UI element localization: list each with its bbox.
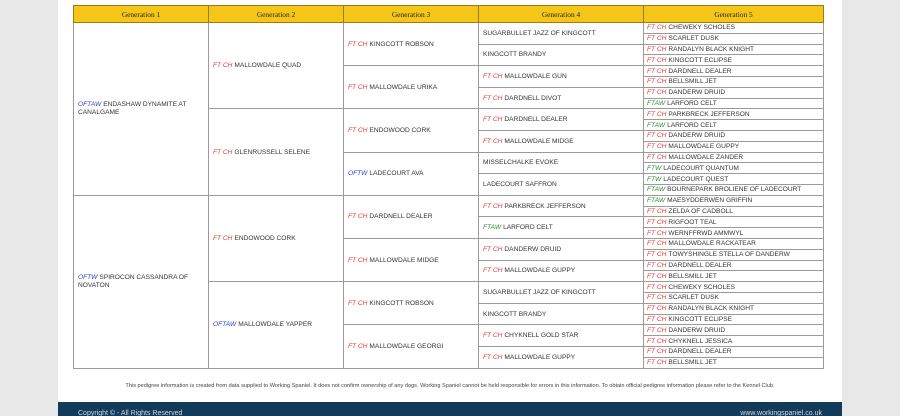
title-badge: FT CH (647, 326, 667, 334)
dog-cell-gen4[interactable] (479, 346, 644, 368)
dog-name: CHYKNELL GOLD STAR (504, 332, 579, 340)
dog-name: PARKBRECK JEFFERSON (668, 110, 750, 118)
title-badge: FT CH (647, 240, 667, 248)
title-badge: OFTW (348, 170, 368, 178)
dog-cell-gen5[interactable] (644, 76, 824, 87)
dog-cell-gen4[interactable] (479, 109, 644, 131)
dog-name: MALLOWDALE MIDGE (504, 137, 574, 145)
dog-cell-gen3[interactable] (344, 66, 479, 109)
title-badge: FT CH (647, 67, 667, 75)
dog-cell-gen5[interactable] (644, 195, 824, 206)
dog-cell-gen1[interactable] (74, 195, 209, 368)
title-badge: FT CH (483, 94, 503, 102)
title-badge: FT CH (647, 315, 667, 323)
title-badge: FT CH (348, 213, 368, 221)
dog-name: MALLOWDALE ZANDER (668, 153, 744, 161)
dog-name: LADECOURT QUANTUM (663, 164, 739, 172)
dog-cell-gen5[interactable] (644, 238, 824, 249)
dog-name: WERNFFRWD AMMWYL (668, 229, 744, 237)
title-badge: FT CH (647, 110, 667, 118)
pedigree-body (74, 23, 824, 369)
title-badge: FT CH (213, 148, 233, 156)
dog-name: MALLOWDALE GUPPY (668, 143, 740, 151)
dog-name: CHEWEKY SCHOLES (668, 24, 735, 32)
title-badge: FT CH (348, 299, 368, 307)
dog-name: KINGCOTT ROBSON (369, 40, 434, 48)
dog-name: DARDNELL DEALER (668, 67, 732, 75)
dog-name: DARDNELL DEALER (369, 213, 433, 221)
dog-cell-gen4[interactable] (479, 152, 644, 174)
title-badge: FT CH (483, 72, 503, 80)
dog-cell-gen4[interactable] (479, 260, 644, 282)
dog-name: SUGARBULLET JAZZ OF KINGCOTT (483, 29, 596, 37)
dog-name: BOURNEPARK BROLIENE OF LADECOURT (667, 186, 802, 194)
dog-name: CHEWEKY SCHOLES (668, 283, 735, 291)
dog-cell-gen5[interactable] (644, 55, 824, 66)
dog-cell-gen4[interactable] (479, 195, 644, 217)
dog-cell-gen5[interactable] (644, 357, 824, 368)
dog-cell-gen5[interactable] (644, 346, 824, 357)
title-badge: FT CH (647, 56, 667, 64)
dog-cell-gen5[interactable] (644, 271, 824, 282)
dog-name: DARDNELL DEALER (504, 116, 568, 124)
title-badge: FT CH (213, 234, 233, 242)
dog-name: MALLOWDALE GEORGI (369, 342, 444, 350)
copyright-text: Copyright © - All Rights Reserved (78, 410, 183, 416)
dog-cell-gen2[interactable] (209, 23, 344, 109)
title-badge: FT CH (647, 207, 667, 215)
dog-cell-gen5[interactable] (644, 260, 824, 271)
title-badge: FT CH (647, 35, 667, 43)
dog-name: GLENRUSSELL SELENE (234, 148, 311, 156)
title-badge: FT CH (348, 40, 368, 48)
dog-name: KINGCOTT ECLIPSE (668, 56, 733, 64)
dog-name: LARFORD CELT (667, 99, 717, 107)
dog-name: KINGCOTT BRANDY (483, 51, 547, 59)
title-badge: FT CH (647, 143, 667, 151)
pedigree-row (74, 23, 824, 34)
title-badge: OFTAW (78, 100, 102, 108)
title-badge: FT CH (647, 218, 667, 226)
dog-name: BELLSMILL JET (668, 359, 717, 367)
dog-name: TOWYSHINGLE STELLA OF DANDERW (668, 251, 790, 259)
dog-cell-gen5[interactable] (644, 303, 824, 314)
pedigree-card (58, 0, 842, 402)
title-badge: FT CH (647, 348, 667, 356)
dog-name: ENDOWOOD CORK (369, 126, 431, 134)
dog-name: CHYKNELL JESSICA (668, 337, 733, 345)
title-badge: FT CH (647, 78, 667, 86)
dog-cell-gen5[interactable] (644, 184, 824, 195)
dog-name: RANDALYN BLACK KNIGHT (668, 45, 755, 53)
dog-name: DARDNELL DEALER (668, 348, 732, 356)
dog-cell-gen3[interactable] (344, 109, 479, 152)
dog-name: MISSELCHALKE EVOKE (483, 159, 559, 167)
title-badge: FT CH (348, 256, 368, 264)
dog-name: KINGCOTT ECLIPSE (668, 315, 733, 323)
dog-name: MALLOWDALE QUAD (234, 62, 302, 70)
dog-name: DARDNELL DEALER (668, 261, 732, 269)
title-badge: OFTAW (213, 321, 237, 329)
dog-cell-gen5[interactable] (644, 152, 824, 163)
dog-cell-gen5[interactable] (644, 336, 824, 347)
dog-name: ZELDA OF CADBOLL (668, 207, 733, 215)
dog-name: SCARLET DUSK (668, 35, 719, 43)
title-badge: FT CH (647, 305, 667, 313)
dog-cell-gen4[interactable] (479, 66, 644, 88)
dog-cell-gen5[interactable] (644, 228, 824, 239)
title-badge: FTAW (647, 186, 666, 194)
title-badge: FTAW (647, 99, 666, 107)
dog-name: MALLOWDALE RACKATEAR (668, 240, 756, 248)
dog-name: MALLOWDALE GUPPY (504, 267, 576, 275)
title-badge: FT CH (647, 24, 667, 32)
dog-cell-gen4[interactable] (479, 217, 644, 239)
title-badge: FT CH (647, 229, 667, 237)
pedigree-row (74, 195, 824, 206)
dog-cell-gen4[interactable] (479, 130, 644, 152)
title-badge: FT CH (647, 251, 667, 259)
dog-name: DANDERW DRUID (668, 326, 726, 334)
dog-name: MALLOWDALE MIDGE (369, 256, 439, 264)
dog-name: KINGCOTT ROBSON (369, 299, 434, 307)
dog-cell-gen5[interactable] (644, 23, 824, 34)
title-badge: FT CH (213, 62, 233, 70)
dog-cell-gen4[interactable] (479, 325, 644, 347)
dog-name: ENDOWOOD CORK (234, 234, 296, 242)
header-generation-2: Generation 2 (209, 6, 344, 23)
dog-cell-gen3[interactable] (344, 23, 479, 66)
dog-name: MALLOWDALE GUN (504, 72, 567, 80)
dog-name: RIGFOOT TEAL (668, 218, 717, 226)
dog-cell-gen5[interactable] (644, 130, 824, 141)
dog-name: MAESYDDERWEN GRIFFIN (667, 197, 753, 205)
dog-cell-gen5[interactable] (644, 109, 824, 120)
dog-cell-gen3[interactable] (344, 282, 479, 325)
dog-cell-gen5[interactable] (644, 87, 824, 98)
title-badge: FT CH (647, 45, 667, 53)
disclaimer-text: This pedigree information is created from data supplied to Working Spaniel. It does not confirm ownership of any dogs. Working Spaniel cannot be held responsible for errors in this information. To obtain official pedigree information please refer to the Kennel Club. (125, 383, 775, 389)
title-badge: FT CH (647, 272, 667, 280)
dog-name: ENDASHAW DYNAMITE AT CANALGAME (78, 100, 187, 116)
title-badge: FT CH (647, 337, 667, 345)
dog-cell-gen2[interactable] (209, 109, 344, 195)
title-badge: FT CH (483, 267, 503, 275)
site-footer (58, 402, 842, 416)
title-badge: FT CH (348, 83, 368, 91)
dog-cell-gen3[interactable] (344, 152, 479, 195)
dog-name: DANDERW DRUID (668, 89, 726, 97)
title-badge: FTW (647, 175, 662, 183)
header-generation-5: Generation 5 (644, 6, 824, 23)
dog-name: DARDNELL DIVOT (504, 94, 562, 102)
title-badge: FT CH (647, 294, 667, 302)
dog-cell-gen5[interactable] (644, 33, 824, 44)
dog-name: LADECOURT AVA (369, 170, 424, 178)
dog-cell-gen5[interactable] (644, 163, 824, 174)
dog-cell-gen5[interactable] (644, 314, 824, 325)
dog-cell-gen5[interactable] (644, 44, 824, 55)
dog-cell-gen1[interactable] (74, 23, 209, 196)
title-badge: FT CH (647, 261, 667, 269)
dog-name: PARKBRECK JEFFERSON (504, 202, 586, 210)
dog-name: MALLOWDALE URIKA (369, 83, 438, 91)
dog-name: LADECOURT SAFFRON (483, 180, 557, 188)
title-badge: FT CH (483, 116, 503, 124)
dog-cell-gen5[interactable] (644, 120, 824, 131)
dog-cell-gen4[interactable] (479, 282, 644, 304)
dog-name: SPIROCON CASSANDRA OF NOVATON (78, 273, 189, 289)
header-row (74, 6, 824, 23)
pedigree-table (73, 5, 824, 369)
header-generation-3: Generation 3 (344, 6, 479, 23)
dog-cell-gen4[interactable] (479, 23, 644, 45)
dog-name: LARFORD CELT (503, 224, 553, 232)
dog-cell-gen5[interactable] (644, 325, 824, 336)
title-badge: FT CH (483, 202, 503, 210)
dog-cell-gen5[interactable] (644, 98, 824, 109)
title-badge: FT CH (647, 89, 667, 97)
title-badge: FTAW (647, 197, 666, 205)
dog-cell-gen5[interactable] (644, 206, 824, 217)
header-generation-1: Generation 1 (74, 6, 209, 23)
title-badge: FT CH (483, 137, 503, 145)
dog-name: LARFORD CELT (667, 121, 717, 129)
dog-cell-gen3[interactable] (344, 325, 479, 368)
dog-name: DANDERW DRUID (504, 245, 562, 253)
title-badge: FTAW (483, 224, 502, 232)
dog-name: LADECOURT QUEST (663, 175, 729, 183)
dog-name: KINGCOTT BRANDY (483, 310, 547, 318)
dog-name: MALLOWDALE YAPPER (238, 321, 312, 329)
title-badge: FTAW (647, 121, 666, 129)
dog-cell-gen5[interactable] (644, 141, 824, 152)
title-badge: FT CH (647, 153, 667, 161)
dog-cell-gen4[interactable] (479, 87, 644, 109)
dog-name: BELLSMILL JET (668, 272, 717, 280)
dog-cell-gen5[interactable] (644, 249, 824, 260)
dog-cell-gen2[interactable] (209, 195, 344, 281)
dog-cell-gen4[interactable] (479, 174, 644, 196)
dog-name: SUGARBULLET JAZZ OF KINGCOTT (483, 288, 596, 296)
title-badge: FT CH (483, 245, 503, 253)
dog-cell-gen5[interactable] (644, 292, 824, 303)
title-badge: FT CH (647, 132, 667, 140)
dog-cell-gen4[interactable] (479, 44, 644, 66)
dog-cell-gen5[interactable] (644, 174, 824, 185)
title-badge: FT CH (348, 126, 368, 134)
dog-name: SCARLET DUSK (668, 294, 719, 302)
dog-cell-gen3[interactable] (344, 238, 479, 281)
dog-cell-gen4[interactable] (479, 303, 644, 325)
title-badge: FT CH (647, 359, 667, 367)
footer-site-link[interactable]: www.workingspaniel.co.uk (740, 410, 822, 416)
title-badge: OFTW (78, 273, 98, 281)
title-badge: FT CH (647, 283, 667, 291)
dog-cell-gen5[interactable] (644, 217, 824, 228)
dog-name: BELLSMILL JET (668, 78, 717, 86)
dog-cell-gen4[interactable] (479, 238, 644, 260)
title-badge: FTW (647, 164, 662, 172)
dog-cell-gen3[interactable] (344, 195, 479, 238)
title-badge: FT CH (348, 342, 368, 350)
title-badge: FT CH (483, 332, 503, 340)
dog-cell-gen5[interactable] (644, 66, 824, 77)
header-generation-4: Generation 4 (479, 6, 644, 23)
dog-cell-gen2[interactable] (209, 282, 344, 368)
dog-name: MALLOWDALE GUPPY (504, 353, 576, 361)
dog-name: DANDERW DRUID (668, 132, 726, 140)
dog-cell-gen5[interactable] (644, 282, 824, 293)
title-badge: FT CH (483, 353, 503, 361)
dog-name: RANDALYN BLACK KNIGHT (668, 305, 755, 313)
